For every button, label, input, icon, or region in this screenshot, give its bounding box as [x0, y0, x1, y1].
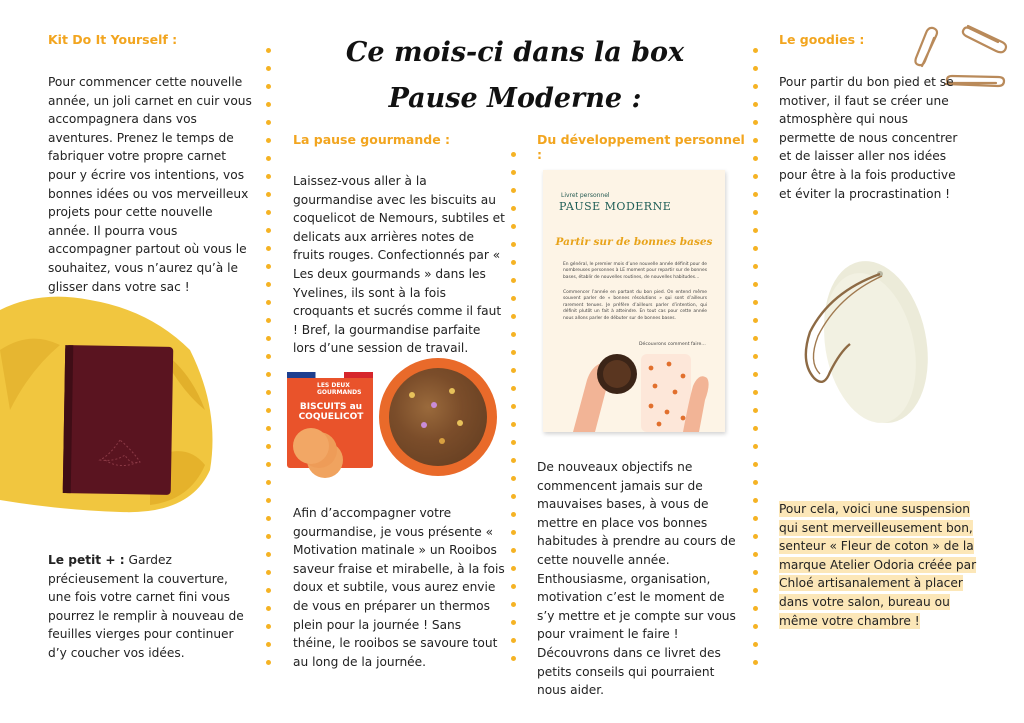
goodies-highlight-text: Pour cela, voici une suspension qui sent merveilleusement bon, senteur « Fleur de coton » de la marque Atelier Odoria créée par Chloé artisanalement à placer dans votre salon, bureau ou même votre chambre ! [779, 502, 977, 628]
page-title [330, 30, 700, 122]
booklet-cta: Découvrons comment faire… [639, 342, 706, 347]
biscuit-box [287, 372, 373, 468]
column-diy [48, 32, 253, 296]
goodies-description: Pour partir du bon pied et se motiver, il faut se créer une atmosphère qui nous permette de nous concentrer et de laisser aller nos idées pour être à la fois productive et éviter la procrastination ! [779, 75, 958, 201]
leather-notebook-photo [0, 290, 220, 520]
heading-goodies: Le goodies : [779, 32, 865, 47]
column-gourmande [293, 132, 505, 358]
gourmande-description: Laissez-vous aller à la gourmandise avec les biscuits au coquelicot de Nemours, subtiles et delicats aux arrières notes de fruits rouges. Confectionnés par « Les deux gourmands » dans les Yvelines, ils sont à la fois croquants et sucrés comme il faut ! Bref, la gourmandise parfaite lors d’une session de travail. [293, 174, 505, 356]
tea-bowl [379, 358, 497, 476]
booklet-small-label: Livret personnel [561, 192, 610, 199]
biscuits-tea-photo [283, 358, 503, 478]
column-rooibos [293, 504, 505, 671]
box-brand: LES DEUX GOURMANDS [317, 382, 362, 396]
heading-dev-perso: Du développement personnel : [537, 132, 745, 162]
title-line-2: Pause Moderne : [388, 83, 642, 114]
column-dev-perso-text [537, 458, 743, 700]
column-divider-3 [752, 48, 758, 668]
column-divider-2 [510, 152, 516, 672]
column-dev-perso [537, 132, 747, 162]
heading-gourmande: La pause gourmande : [293, 132, 451, 147]
column-goodies-highlight [779, 500, 979, 630]
booklet-paragraph-2: Commencer l’année en partant du bon pied. On entend même souvent parler de « bonnes résolutions » qui sont d’ailleurs rarement tenues. Je préfère d’ailleurs parler d’intention, qui définit plutôt un fait à atteindre. En tout cas pour cette année nous allons parler de débuter sur de bonnes bases. [563, 290, 707, 321]
heading-diy: Kit Do It Yourself : [48, 32, 178, 47]
tip-label: Le petit + : [48, 553, 125, 567]
booklet-brand: PAUSE MODERNE [559, 200, 672, 213]
booklet-paragraph-1: En général, le premier mois d’une nouvelle année définit pour de nombreuses personnes à LE moment pour repartir sur de bonnes bases, établir de nouvelles routines, de nouvelles habitudes… [563, 262, 707, 280]
column-goodies [779, 32, 965, 203]
tip-text: Gardez précieusement la couverture, une fois votre carnet fini vous pourrez le remplir à nouveau de feuilles vierges pour continuer d’y coucher vos idées. [48, 553, 244, 660]
box-product: BISCUITS au COQUELICOT [298, 402, 364, 422]
column-diy-tip [48, 551, 253, 663]
dev-perso-description: De nouveaux objectifs ne commencent jamais sur de mauvaises bases, à vous de mettre en place vos bonnes habitudes à prendre au cours de cette nouvelle année. Enthousiasme, organisation, motivation c’est le moment de s’y mettre et je compte sur vous pour vraiment le faire ! Découvrons dans ce livret des petits conseils qui pourraient nous aider. [537, 460, 736, 698]
diy-description: Pour commencer cette nouvelle année, un joli carnet en cuir vous accompagnera dans vos aventures. Prenez le temps de fabriquer votre propre carnet pour y écrire vos intentions, vos bonnes idées ou vos merveilleux projets pour cette nouvelle année. Il pourra vous accompagner partout où vous le souhaitez, vous n’aurez qu’à le glisser dans votre sac ! [48, 75, 252, 294]
rooibos-description: Afin d’accompagner votre gourmandise, je vous présente « Motivation matinale » un Rooibos saveur fraise et mirabelle, à la fois doux et subtile, vous aurez envie de vous en préparer un thermos plein pour la journée ! Sans théine, le rooibos se savoure tout au long de la journée. [293, 506, 505, 669]
hands-coffee-illustration [543, 320, 725, 432]
scented-ornament-photo [790, 252, 940, 452]
goodies-highlight [779, 500, 979, 630]
title-line-1: Ce mois-ci dans la box [345, 37, 685, 68]
diy-tip [48, 551, 253, 663]
booklet-cover [543, 170, 725, 432]
column-divider-1 [265, 48, 271, 668]
booklet-title: Partir sur de bonnes bases [555, 236, 713, 248]
